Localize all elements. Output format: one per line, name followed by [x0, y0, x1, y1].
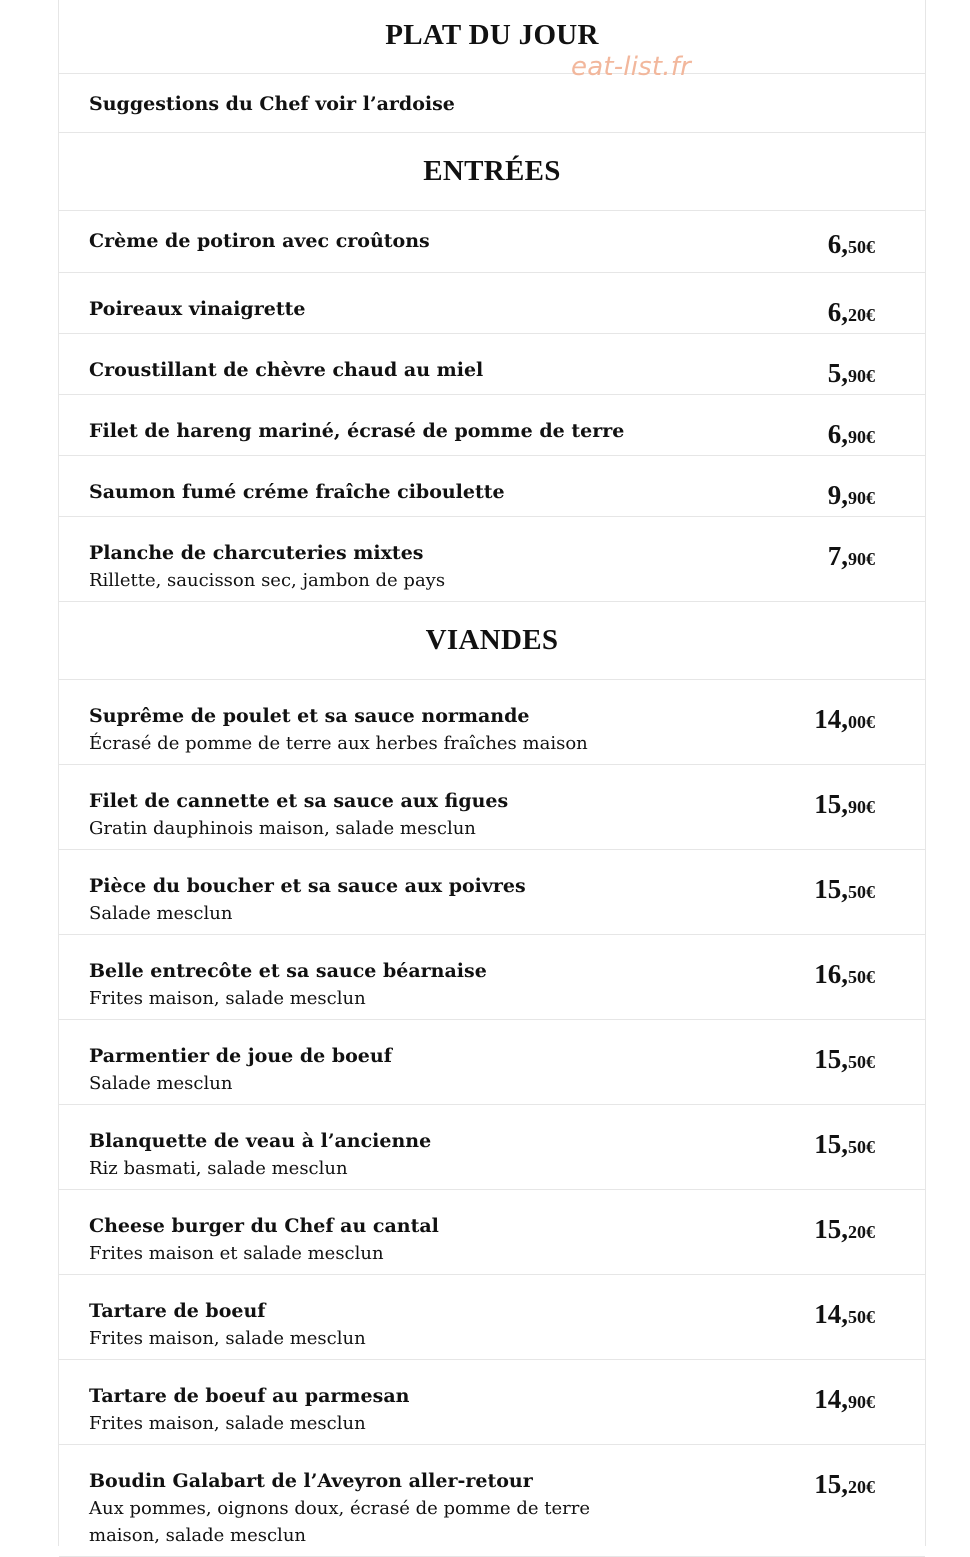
item-description: Gratin dauphinois maison, salade mesclun — [89, 818, 476, 839]
item-name: Boudin Galabart de l’Aveyron aller-retour — [89, 1470, 533, 1492]
item-price: 6,90€ — [827, 419, 875, 449]
item-price: 9,90€ — [827, 480, 875, 510]
item-description: Frites maison et salade mesclun — [89, 1243, 384, 1264]
watermark: eat-list.fr — [571, 52, 691, 82]
menu-item-entree — [59, 456, 925, 517]
menu-item-entree — [59, 273, 925, 334]
menu-item-viande — [59, 935, 925, 1020]
section-title-viandes: VIANDES — [59, 602, 925, 680]
section-title-entrees: ENTRÉES — [59, 133, 925, 211]
item-name: Poireaux vinaigrette — [89, 298, 306, 320]
item-price: 16,50€ — [814, 959, 875, 989]
menu-item-viande — [59, 850, 925, 935]
item-price: 6,50€ — [827, 229, 875, 259]
item-name: Pièce du boucher et sa sauce aux poivres — [89, 875, 526, 897]
item-price: 7,90€ — [827, 541, 875, 571]
item-name: Croustillant de chèvre chaud au miel — [89, 359, 484, 381]
menu-item-entree — [59, 334, 925, 395]
item-price: 15,50€ — [814, 1129, 875, 1159]
item-description: Frites maison, salade mesclun — [89, 1413, 366, 1434]
item-price: 15,50€ — [814, 1044, 875, 1074]
menu-item-viande — [59, 1105, 925, 1190]
item-price: 15,50€ — [814, 874, 875, 904]
item-description: Frites maison, salade mesclun — [89, 988, 366, 1009]
item-price: 14,90€ — [814, 1384, 875, 1414]
item-description: Riz basmati, salade mesclun — [89, 1158, 348, 1179]
item-description: Rillette, saucisson sec, jambon de pays — [89, 570, 446, 591]
item-name: Blanquette de veau à l’ancienne — [89, 1130, 432, 1152]
item-description: Salade mesclun — [89, 903, 233, 924]
menu-page — [58, 0, 926, 1546]
item-name: Cheese burger du Chef au cantal — [89, 1215, 439, 1237]
item-name: Tartare de boeuf au parmesan — [89, 1385, 410, 1407]
item-name: Filet de hareng mariné, écrasé de pomme de terre — [89, 420, 625, 442]
menu-item-entree — [59, 395, 925, 456]
item-price: 6,20€ — [827, 297, 875, 327]
menu-item-viande — [59, 765, 925, 850]
suggestion-row — [59, 74, 925, 133]
item-price: 15,20€ — [814, 1214, 875, 1244]
menu-item-viande — [59, 1445, 925, 1557]
item-name: Suprême de poulet et sa sauce normande — [89, 705, 530, 727]
item-description: Frites maison, salade mesclun — [89, 1328, 366, 1349]
section-title-plat-du-jour: PLAT DU JOUR — [59, 0, 925, 74]
item-price: 15,90€ — [814, 789, 875, 819]
menu-item-entree — [59, 517, 925, 602]
menu-item-viande — [59, 1020, 925, 1105]
item-name: Belle entrecôte et sa sauce béarnaise — [89, 960, 487, 982]
item-name: Filet de cannette et sa sauce aux figues — [89, 790, 509, 812]
item-name: Planche de charcuteries mixtes — [89, 542, 424, 564]
menu-item-viande — [59, 1190, 925, 1275]
item-name: Parmentier de joue de boeuf — [89, 1045, 392, 1067]
item-price: 14,50€ — [814, 1299, 875, 1329]
item-name: Tartare de boeuf — [89, 1300, 266, 1322]
menu-item-viande — [59, 680, 925, 765]
menu-item-entree — [59, 211, 925, 273]
item-description: Aux pommes, oignons doux, écrasé de pomme de terre maison, salade mesclun — [89, 1498, 591, 1546]
item-name: Saumon fumé créme fraîche ciboulette — [89, 481, 505, 503]
item-price: 15,20€ — [814, 1469, 875, 1499]
item-description: Écrasé de pomme de terre aux herbes fraîches maison — [89, 733, 588, 754]
item-price: 14,00€ — [814, 704, 875, 734]
item-description: Salade mesclun — [89, 1073, 233, 1094]
menu-item-viande — [59, 1275, 925, 1360]
item-name: Crème de potiron avec croûtons — [89, 230, 430, 252]
menu-item-viande — [59, 1360, 925, 1445]
item-price: 5,90€ — [827, 358, 875, 388]
suggestion-text: Suggestions du Chef voir l’ardoise — [89, 93, 455, 115]
